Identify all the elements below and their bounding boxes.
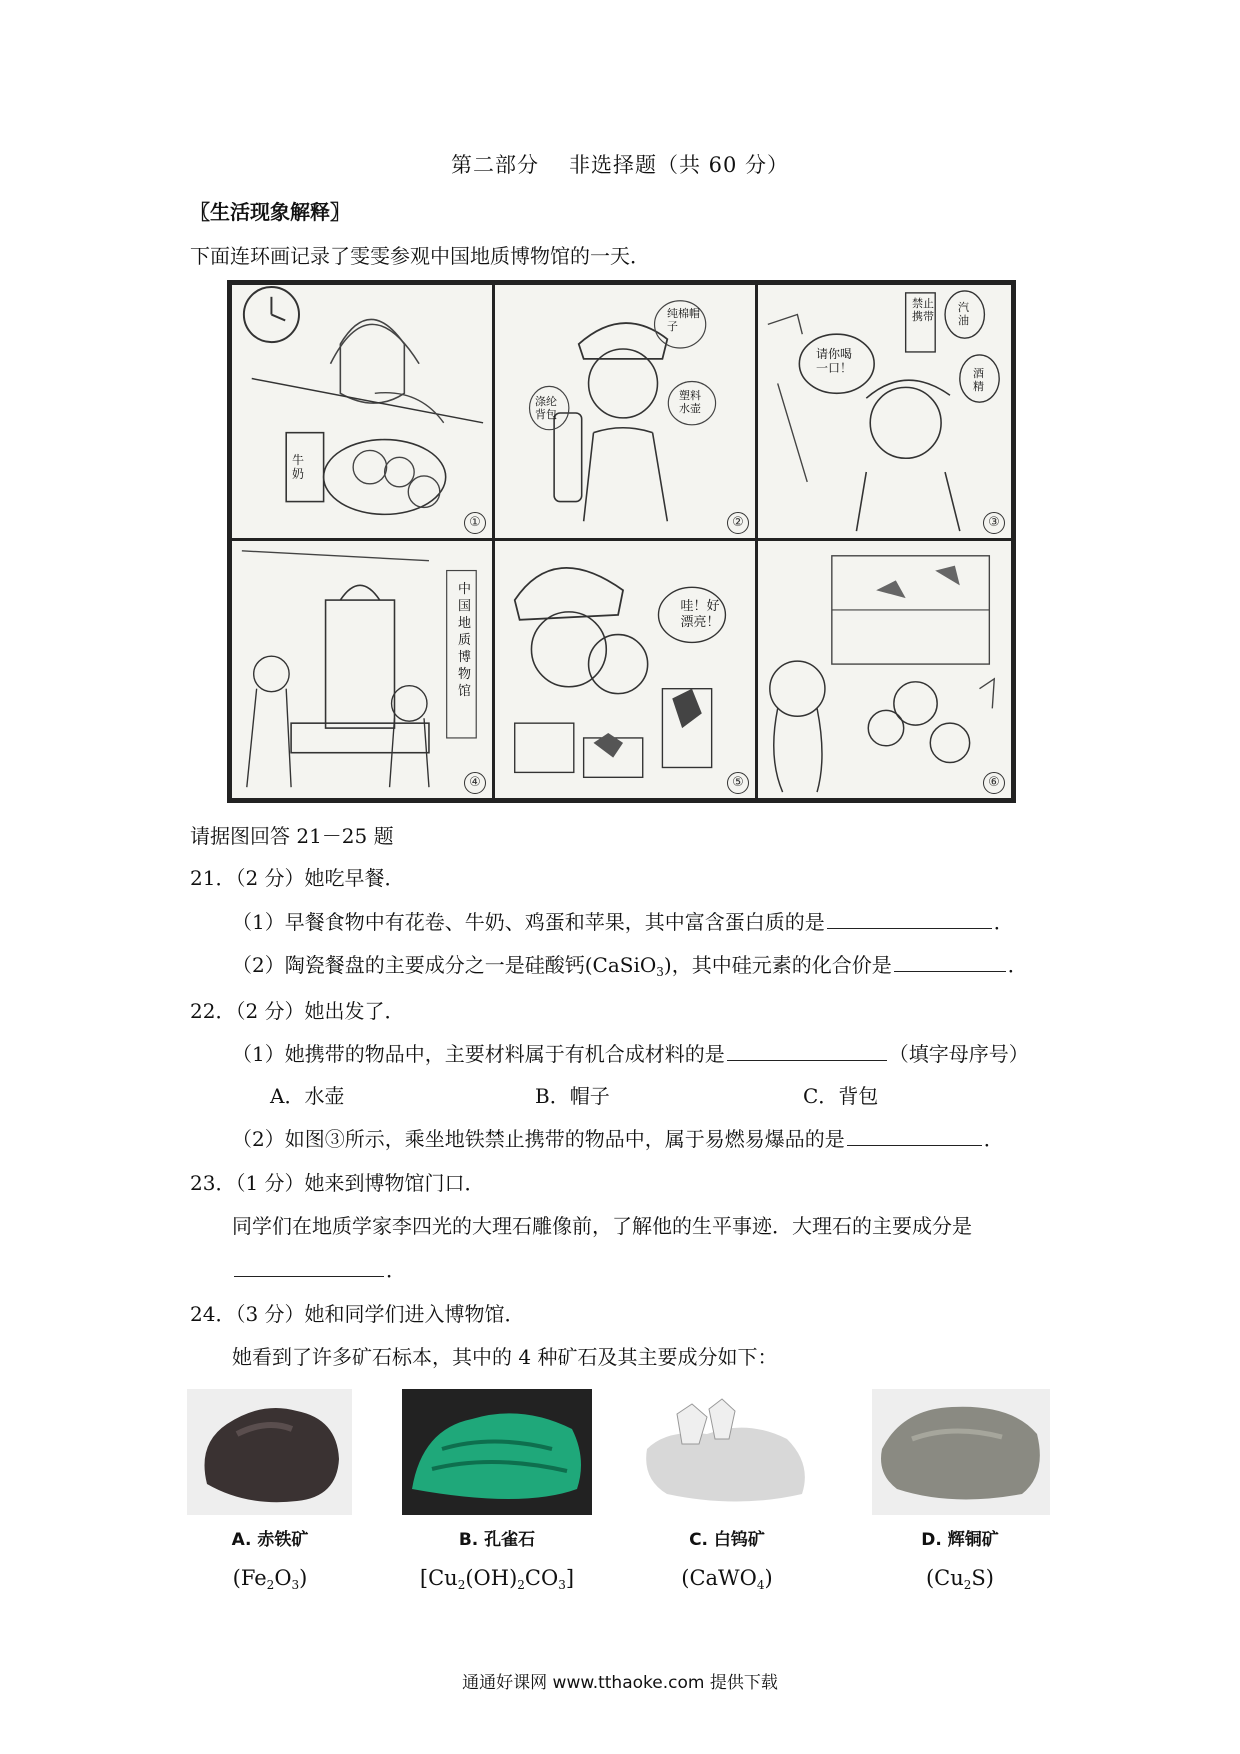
- museum-name-sign: 中国地质博物馆: [458, 582, 472, 699]
- panel-number: ⑥: [983, 772, 1005, 794]
- answer-blank[interactable]: [847, 1127, 982, 1146]
- panel-number: ⑤: [727, 772, 749, 794]
- girl-ready-drawing: [495, 285, 755, 538]
- panel-number: ②: [727, 512, 749, 534]
- mineral-label-b: B. 孔雀石: [458, 1530, 536, 1550]
- mineral-label-a: A. 赤铁矿: [231, 1530, 309, 1550]
- milk-label: 牛奶: [292, 453, 305, 481]
- panel-number: ④: [464, 772, 486, 794]
- q22-part1-tail: （填字母序号）: [888, 1042, 1029, 1066]
- comic-panel-4: [230, 539, 494, 800]
- q22-part2: [232, 1123, 1004, 1152]
- label-gasoline: 汽油: [958, 301, 969, 327]
- mineral-scheelite-image: [637, 1389, 817, 1515]
- mineral-label-d: D. 辉铜矿: [921, 1530, 999, 1550]
- q21-heading: 21．（2 分）她吃早餐．: [190, 866, 405, 890]
- mineral-formula-d: $(Cu_2S)$: [925, 1566, 995, 1592]
- q23-heading: 23．（1 分）她来到博物馆门口．: [190, 1171, 485, 1195]
- hematite-icon: [187, 1389, 352, 1515]
- answer-blank[interactable]: [234, 1258, 384, 1277]
- intro-text: 下面连环画记录了雯雯参观中国地质博物馆的一天．: [190, 244, 650, 268]
- period: ．: [983, 1127, 1004, 1151]
- question-prompt: 请据图回答 21－25 题: [190, 824, 394, 848]
- page-footer: 通通好课网 www.tthaoke.com 提供下载: [462, 1673, 778, 1693]
- statue-drawing: [232, 541, 492, 798]
- option-b: B．帽子: [535, 1084, 610, 1108]
- q23-text: 同学们在地质学家李四光的大理石雕像前，了解他的生平事迹．大理石的主要成分是: [232, 1214, 972, 1238]
- exhibit-drawing: [758, 541, 1011, 798]
- q21-part2-tail: ，其中硅元素的化合价是: [671, 953, 892, 977]
- mineral-malachite-image: [402, 1389, 592, 1515]
- q22-part2-text: （2）如图③所示，乘坐地铁禁止携带的物品中，属于易燃易爆品的是: [232, 1127, 845, 1151]
- period: ．: [993, 910, 1014, 934]
- mineral-chalcocite-image: [872, 1389, 1050, 1515]
- panel-number: ①: [464, 512, 486, 534]
- mineral-formula-a: $(Fe_2O_3)$: [232, 1566, 308, 1592]
- mineral-label-c: C. 白钨矿: [689, 1530, 765, 1550]
- bubble-wow: 哇！好漂亮！: [680, 599, 720, 630]
- mineral-hematite-image: [187, 1389, 352, 1515]
- q23-answer-line: [232, 1254, 406, 1283]
- q24-text: 她看到了许多矿石标本，其中的 4 种矿石及其主要成分如下：: [232, 1345, 778, 1369]
- answer-blank[interactable]: [827, 910, 992, 929]
- mineral-formula-c: (CaWO$_4$): [681, 1566, 773, 1592]
- period: ．: [1007, 953, 1028, 977]
- scheelite-icon: [637, 1389, 817, 1515]
- comic-panel-5: [493, 539, 757, 800]
- q22-part1-text: （1）她携带的物品中，主要材料属于有机合成材料的是: [232, 1042, 725, 1066]
- answer-blank[interactable]: [894, 953, 1006, 972]
- panel-number: ③: [983, 512, 1005, 534]
- comic-strip: [227, 280, 1016, 803]
- q21-part2-text: （2）陶瓷餐盘的主要成分之一是硅酸钙: [232, 953, 585, 977]
- q22-part1: [232, 1038, 1029, 1067]
- q21-part1-text: （1）早餐食物中有花卷、牛奶、鸡蛋和苹果，其中富含蛋白质的是: [232, 910, 825, 934]
- q24-heading: 24．（3 分）她和同学们进入博物馆．: [190, 1302, 525, 1326]
- comic-panel-6: [756, 539, 1013, 800]
- answer-blank[interactable]: [727, 1042, 887, 1061]
- bubble-backpack: 涤纶背包: [535, 395, 557, 421]
- comic-panel-3: [756, 283, 1013, 540]
- breakfast-drawing: [232, 285, 492, 538]
- page-title: [0, 149, 1240, 179]
- period: ．: [386, 1258, 406, 1282]
- sign-prohibited: 禁止携带: [912, 297, 934, 323]
- formula-casio3: (CaSiO$_3$): [584, 953, 672, 979]
- comic-panel-1: [230, 283, 494, 540]
- label-alcohol: 酒精: [973, 367, 984, 393]
- chalcocite-icon: [872, 1389, 1050, 1515]
- section-title: 〖生活现象解释〗: [190, 200, 350, 224]
- q22-heading: 22．（2 分）她出发了．: [190, 999, 405, 1023]
- q21-part1: [232, 906, 1014, 935]
- part-label: 第二部分: [450, 153, 539, 177]
- malachite-icon: [402, 1389, 592, 1515]
- option-a: A．水壶: [270, 1084, 345, 1108]
- bubble-bottle: 塑料水壶: [679, 389, 701, 415]
- part-subtitle: 非选择题（共 60 分）: [568, 153, 790, 177]
- option-c: C．背包: [803, 1084, 879, 1108]
- mineral-formula-b: $[Cu_2(OH)_2CO_3]$: [419, 1566, 575, 1592]
- comic-panel-2: [493, 283, 757, 540]
- bubble-cotton-hat: 纯棉帽子: [667, 307, 700, 333]
- bubble-drink-request: 请你喝一口！: [816, 347, 853, 375]
- minerals-view-drawing: [495, 541, 755, 798]
- q21-part2: [232, 949, 1028, 979]
